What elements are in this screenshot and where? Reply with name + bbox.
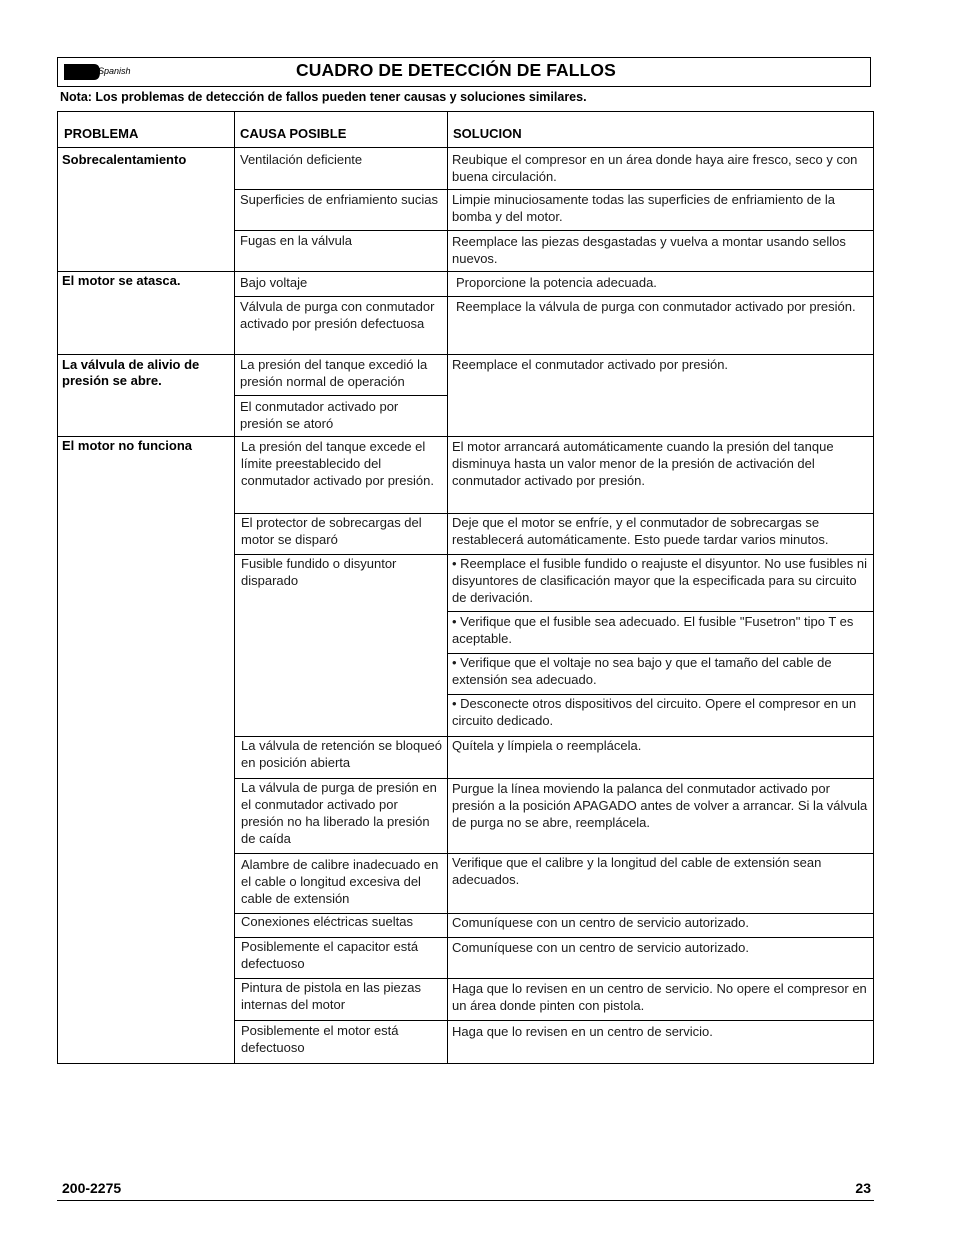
cause-cell: Alambre de calibre inadecuado en el cable o longitud excesiva del cable de extensión (241, 857, 439, 906)
solution-cell: • Verifique que el voltaje no sea bajo y que el tamaño del cable de extensión sea adecuado. (452, 655, 832, 687)
header-problem: PROBLEMA (64, 126, 139, 141)
problem-motor-not-running: El motor no funciona (62, 438, 192, 453)
solution-cell: Reemplace la válvula de purga con conmutador activado por presión. (456, 299, 856, 314)
solution-cell: • Desconecte otros dispositivos del circuito. Opere el compresor en un circuito dedicado. (452, 696, 857, 728)
row-divider (58, 354, 873, 355)
cause-cell: Pintura de pistola en las piezas internas del motor (241, 980, 421, 1012)
row-divider (447, 611, 873, 612)
solution-cell: Comuníquese con un centro de servicio autorizado. (452, 915, 750, 930)
troubleshooting-table (57, 111, 874, 1064)
solution-cell: El motor arrancará automáticamente cuando la presión del tanque disminuya hasta un valor menor de la presión de activación del conmutador activado por presión. (452, 439, 834, 488)
cause-cell: Conexiones eléctricas sueltas (241, 914, 413, 929)
row-divider (58, 436, 873, 437)
cause-cell: El protector de sobrecargas del motor se disparó (241, 515, 422, 547)
solution-cell: Verifique que el calibre y la longitud del cable de extensión sean adecuados. (452, 855, 822, 887)
solution-cell: Quítela y límpiela o reemplácela. (452, 738, 642, 753)
solution-cell: Reemplace el conmutador activado por presión. (452, 357, 729, 372)
row-divider (234, 296, 873, 297)
column-divider (234, 112, 235, 1063)
row-divider (234, 395, 447, 396)
cause-cell: Posiblemente el motor está defectuoso (241, 1023, 399, 1055)
solution-cell: Comuníquese con un centro de servicio autorizado. (452, 940, 750, 955)
row-divider (58, 147, 873, 148)
header-cause: CAUSA POSIBLE (240, 126, 347, 141)
row-divider (234, 1020, 873, 1021)
solution-cell: Haga que lo revisen en un centro de servicio. No opere el compresor en un área donde pinten con pistola. (452, 981, 867, 1013)
document-number: 200-2275 (62, 1180, 122, 1196)
row-divider (58, 271, 873, 272)
cause-cell: Superficies de enfriamiento sucias (240, 192, 438, 207)
problem-overheating: Sobrecalentamiento (62, 152, 187, 167)
cause-cell: Posiblemente el capacitor está defectuoso (241, 939, 419, 971)
cause-cell: La válvula de retención se bloqueó en posición abierta (241, 738, 442, 770)
solution-cell: • Verifique que el fusible sea adecuado. El fusible "Fusetron" tipo T es aceptable. (452, 614, 854, 646)
column-divider (447, 112, 448, 1063)
header-box (57, 57, 871, 87)
cause-cell: La presión del tanque excedió la presión normal de operación (240, 357, 428, 389)
problem-motor-stalls: El motor se atasca. (62, 273, 181, 288)
solution-cell: Reemplace las piezas desgastadas y vuelva a montar usando sellos nuevos. (452, 234, 846, 266)
solution-cell: Proporcione la potencia adecuada. (456, 275, 657, 290)
footer-rule (57, 1200, 874, 1201)
cause-cell: Válvula de purga con conmutador activado por presión defectuosa (240, 299, 435, 331)
cause-cell: La válvula de purga de presión en el conmutador activado por presión no ha liberado la presión de caída (241, 780, 437, 846)
header-solution: SOLUCION (453, 126, 522, 141)
cause-cell: Ventilación deficiente (240, 152, 363, 167)
page-title: CUADRO DE DETECCIÓN DE FALLOS (296, 60, 616, 80)
cause-cell: Fusible fundido o disyuntor disparado (241, 556, 397, 588)
language-label: Spanish (98, 66, 131, 76)
language-tab (64, 64, 130, 80)
cause-cell: La presión del tanque excede el límite preestablecido del conmutador activado por presión. (241, 439, 434, 488)
solution-cell: Limpie minuciosamente todas las superficies de enfriamiento de la bomba y del motor. (452, 192, 835, 224)
solution-cell: Reubique el compresor en un área donde haya aire fresco, seco y con buena circulación. (452, 152, 858, 184)
note-text: Nota: Los problemas de detección de fallos pueden tener causas y soluciones similares. (60, 90, 587, 104)
row-divider (234, 230, 873, 231)
row-divider (234, 189, 873, 190)
problem-relief-valve: La válvula de alivio de presión se abre. (62, 357, 200, 388)
page-number: 23 (855, 1180, 871, 1196)
solution-cell: Deje que el motor se enfríe, y el conmutador de sobrecargas se restablecerá automáticamente. Esto puede tardar varios minutos. (452, 515, 829, 547)
solution-cell: Haga que lo revisen en un centro de servicio. (452, 1024, 713, 1039)
cause-cell: Fugas en la válvula (240, 233, 353, 248)
solution-cell: Purgue la línea moviendo la palanca del conmutador activado por presión a la posición APAGADO antes de volver a arrancar. Si la válvula de purga no se abre, reemplácela. (452, 781, 868, 830)
cause-cell: El conmutador activado por presión se atoró (240, 399, 399, 431)
solution-cell: • Reemplace el fusible fundido o reajuste el disyuntor. No use fusibles ni disyuntores de clasificación mayor que la especificada para su circuito de derivación. (452, 556, 868, 605)
cause-cell: Bajo voltaje (240, 275, 308, 290)
